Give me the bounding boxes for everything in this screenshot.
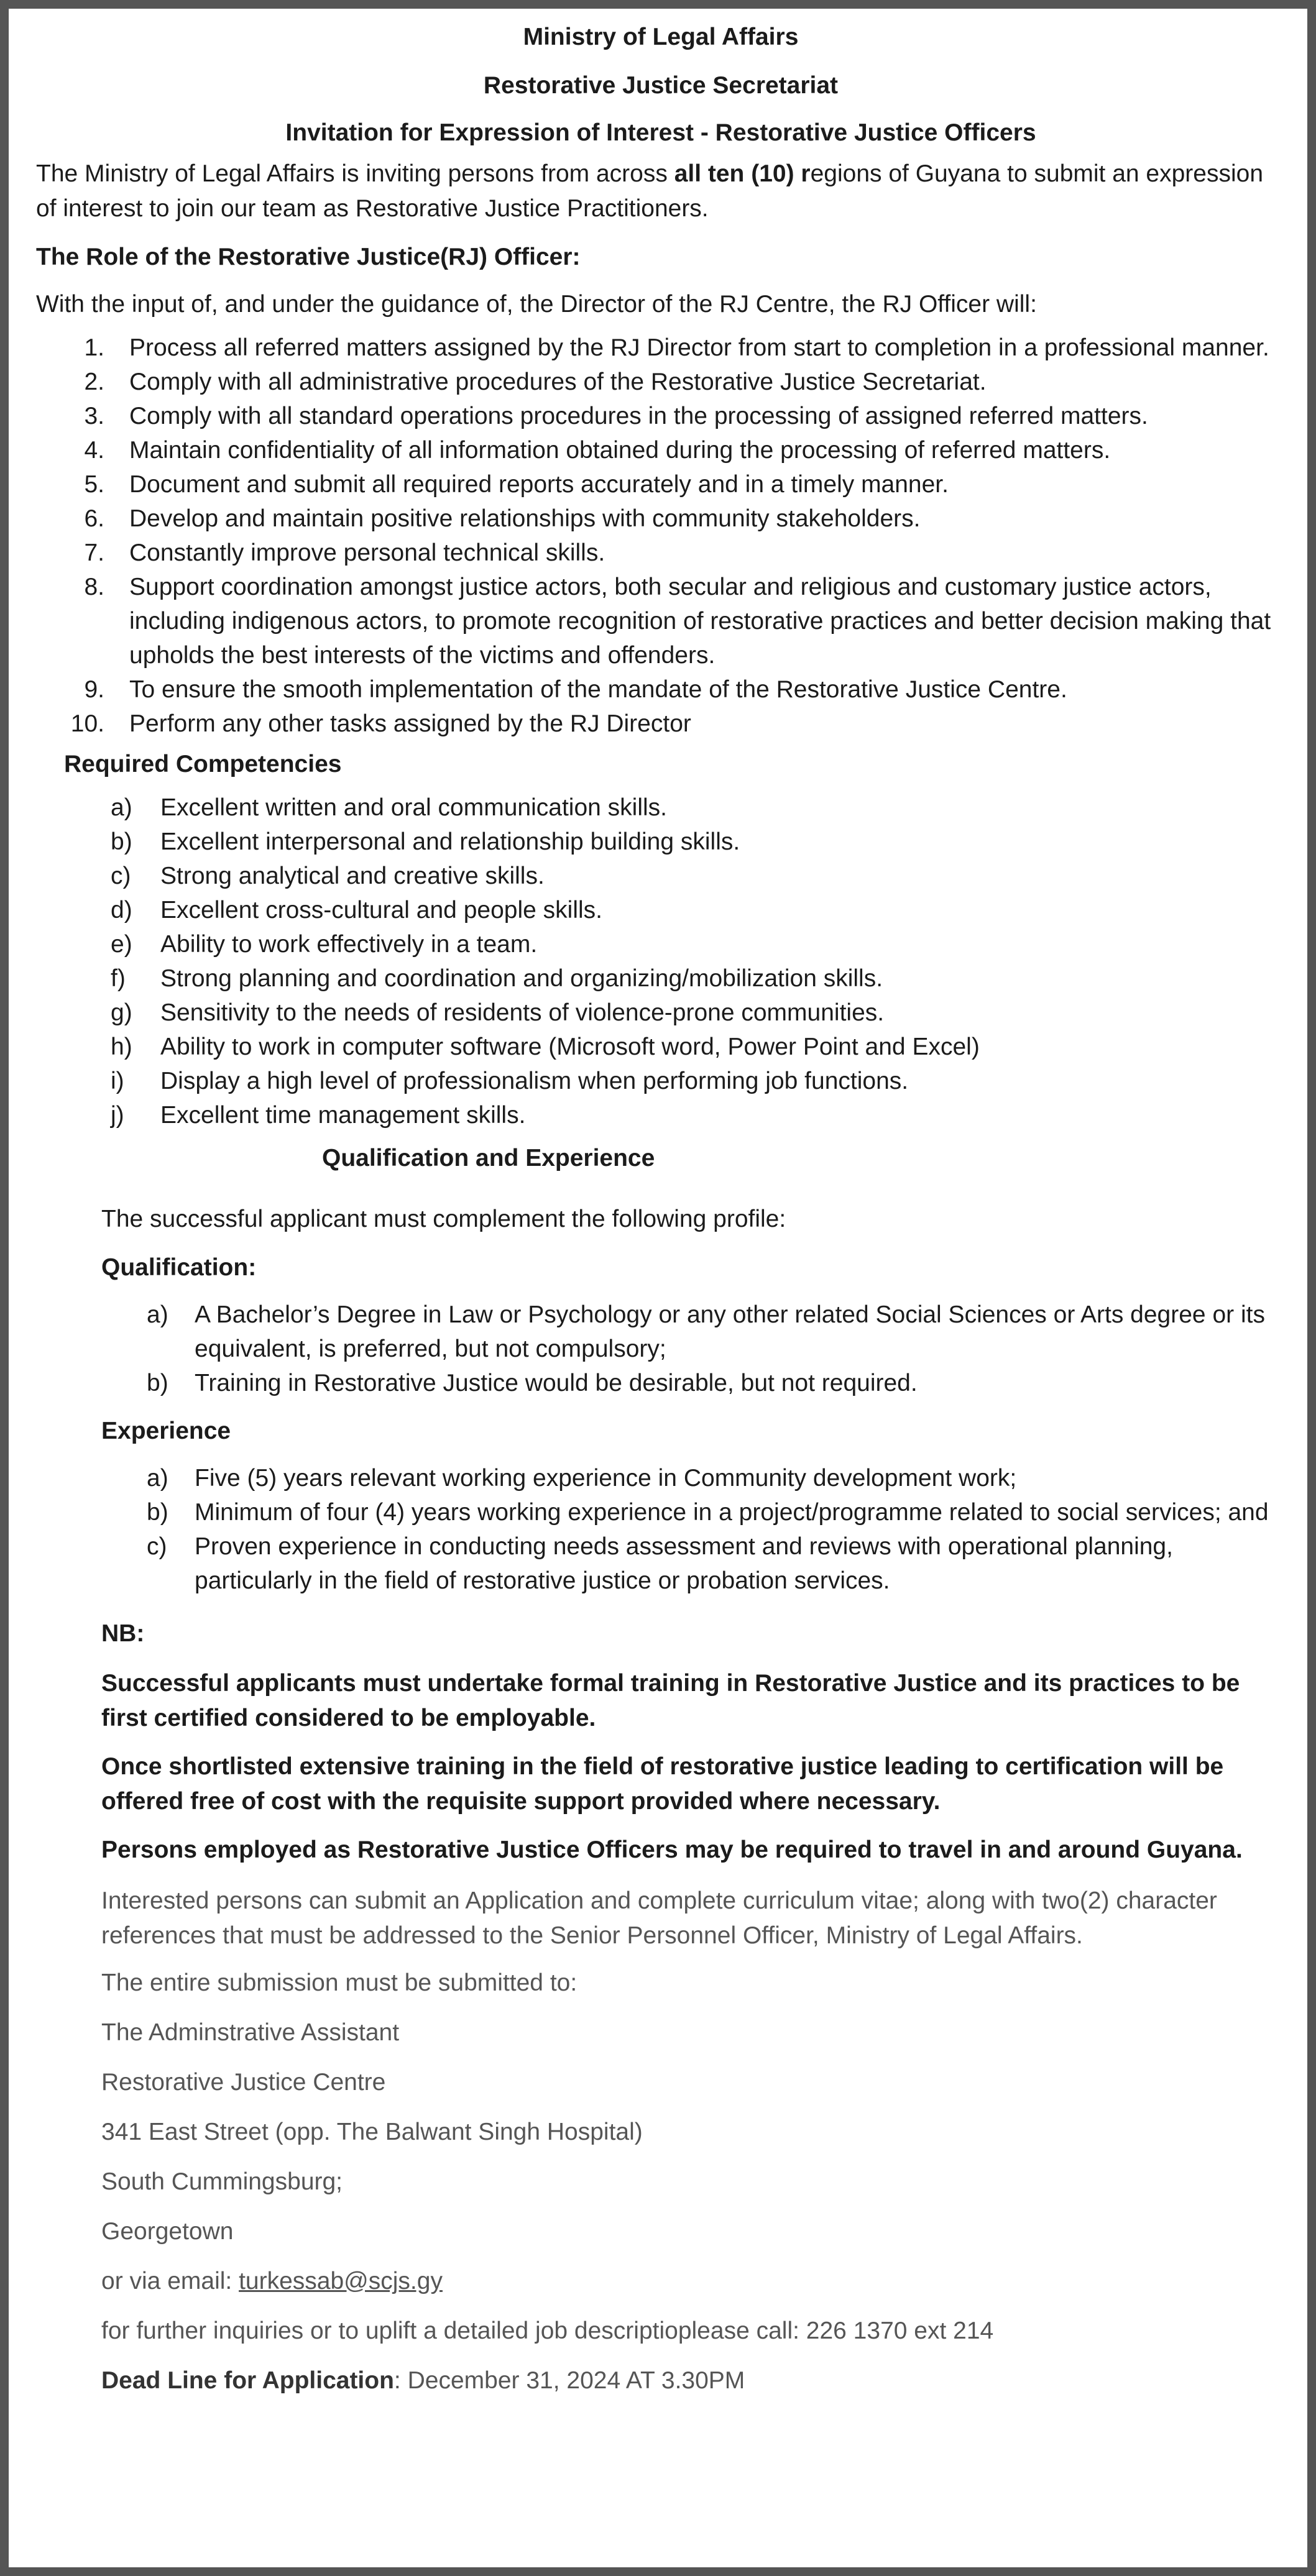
list-marker: c) <box>147 1533 167 1560</box>
role-item-text: Maintain confidentiality of all information obtained during the processing of referred matters. <box>129 437 1111 464</box>
role-item-text: Perform any other tasks assigned by the RJ Director <box>129 710 691 737</box>
list-marker: 8. <box>84 574 104 600</box>
competency-text: Excellent written and oral communication skills. <box>160 794 668 821</box>
nb-paragraph: Successful applicants must undertake formal training in Restorative Justice and its practices to be first certified considered to be employable. <box>101 1670 1240 1731</box>
header <box>36 20 1286 150</box>
competency-text: Ability to work effectively in a team. <box>160 931 538 958</box>
list-marker: 9. <box>84 676 104 703</box>
competency-text: Display a high level of professionalism when performing job functions. <box>160 1068 909 1094</box>
role-item <box>36 536 1286 570</box>
invitation-title: Invitation for Expression of Interest - Restorative Justice Officers <box>285 119 1036 146</box>
competency-text: Ability to work in computer software (Microsoft word, Power Point and Excel) <box>160 1034 980 1060</box>
qualification-text: A Bachelor’s Degree in Law or Psychology or any other related Social Sciences or Arts degree or its equivalent, is preferred, but not compulsory; <box>195 1301 1265 1362</box>
role-heading: The Role of the Restorative Justice(RJ) Officer: <box>36 244 581 270</box>
experience-text: Proven experience in conducting needs assessment and reviews with operational planning, particularly in the field of restorative justice or probation services. <box>195 1533 1173 1594</box>
role-item <box>36 365 1286 399</box>
nb-paragraph: Persons employed as Restorative Justice Officers may be required to travel in and around Guyana. <box>101 1836 1243 1863</box>
address-line: Restorative Justice Centre <box>101 2069 386 2096</box>
role-item <box>36 331 1286 365</box>
role-item-text: Constantly improve personal technical skills. <box>129 539 605 566</box>
deadline-value: : December 31, 2024 AT 3.30PM <box>393 2367 745 2394</box>
role-list <box>36 331 1286 741</box>
address-block <box>36 2015 1286 2249</box>
role-lead: With the input of, and under the guidance of, the Director of the RJ Centre, the RJ Officer will: <box>36 291 1037 318</box>
competency-text: Excellent cross-cultural and people skills. <box>160 897 602 924</box>
role-item-text: Process all referred matters assigned by the RJ Director from start to completion in a professional manner. <box>129 334 1269 361</box>
qualification-list <box>36 1298 1286 1400</box>
role-item <box>36 570 1286 672</box>
competency-item <box>36 859 1286 893</box>
list-marker: g) <box>111 999 132 1026</box>
list-marker: 10. <box>70 710 104 737</box>
competency-item <box>36 1030 1286 1064</box>
address-line: Georgetown <box>101 2218 234 2245</box>
ministry-title: Ministry of Legal Affairs <box>523 24 799 50</box>
intro-text-end: egions of Guyana to submit an expression of interest to join our team as Restorative Justice Practitioners. <box>36 160 1264 222</box>
competency-item <box>36 1064 1286 1098</box>
qualification-item <box>36 1298 1286 1366</box>
experience-heading: Experience <box>101 1418 231 1444</box>
qualification-heading: Qualification: <box>101 1254 257 1281</box>
role-item <box>36 707 1286 741</box>
competency-text: Strong analytical and creative skills. <box>160 863 545 889</box>
role-item-text: Document and submit all required reports accurately and in a timely manner. <box>129 471 949 498</box>
experience-text: Five (5) years relevant working experience in Community development work; <box>195 1465 1017 1492</box>
list-marker: 4. <box>84 437 104 464</box>
deadline-label: Dead Line for Application <box>101 2367 394 2394</box>
list-marker: f) <box>111 965 126 992</box>
qualification-experience-heading: Qualification and Experience <box>322 1145 655 1171</box>
competency-text: Strong planning and coordination and organizing/mobilization skills. <box>160 965 883 992</box>
list-marker: a) <box>147 1301 168 1328</box>
email-prefix: or via email: <box>101 2268 239 2294</box>
list-marker: c) <box>111 863 131 889</box>
role-item <box>36 672 1286 707</box>
list-marker: a) <box>147 1465 168 1492</box>
experience-list <box>36 1461 1286 1598</box>
nb-heading: NB: <box>101 1620 145 1647</box>
role-item <box>36 502 1286 536</box>
profile-text: The successful applicant must complement the following profile: <box>101 1206 786 1232</box>
inquiries-text: for further inquiries or to uplift a detailed job descriptioplease call: 226 1370 ext 214 <box>101 2317 994 2344</box>
competency-item <box>36 996 1286 1030</box>
list-marker: 2. <box>84 369 104 395</box>
role-item-text: Develop and maintain positive relationships with community stakeholders. <box>129 505 921 532</box>
competencies-heading: Required Competencies <box>64 751 342 777</box>
list-marker: j) <box>111 1102 124 1129</box>
experience-item <box>36 1461 1286 1495</box>
list-marker: b) <box>111 828 132 855</box>
address-line: 341 East Street (opp. The Balwant Singh Hospital) <box>101 2119 643 2145</box>
list-marker: b) <box>147 1499 168 1526</box>
nb-paragraph: Once shortlisted extensive training in the field of restorative justice leading to certification will be offered free of cost with the requisite support provided where necessary. <box>101 1753 1224 1815</box>
document <box>36 21 1286 2398</box>
list-marker: h) <box>111 1034 132 1060</box>
role-item <box>36 433 1286 467</box>
experience-text: Minimum of four (4) years working experience in a project/programme related to social services; and <box>195 1499 1269 1526</box>
list-marker: a) <box>111 794 132 821</box>
competency-item <box>36 893 1286 927</box>
experience-item <box>36 1495 1286 1529</box>
address-line: South Cummingsburg; <box>101 2168 343 2195</box>
list-marker: b) <box>147 1370 168 1396</box>
secretariat-title: Restorative Justice Secretariat <box>483 72 839 99</box>
list-marker: 5. <box>84 471 104 498</box>
list-marker: 1. <box>84 334 104 361</box>
deadline-line <box>36 2363 1286 2398</box>
competency-item <box>36 825 1286 859</box>
role-item-text: Comply with all standard operations procedures in the processing of assigned referred matters. <box>129 403 1148 429</box>
role-item <box>36 399 1286 433</box>
role-item <box>36 467 1286 502</box>
qualification-item <box>36 1366 1286 1400</box>
submission-instruction: The entire submission must be submitted to: <box>101 1969 577 1996</box>
submission-section <box>36 1884 1286 2398</box>
competency-text: Excellent interpersonal and relationship building skills. <box>160 828 740 855</box>
intro-paragraph <box>36 157 1286 226</box>
address-line: The Adminstrative Assistant <box>101 2019 400 2046</box>
competency-item <box>36 791 1286 825</box>
list-marker: 3. <box>84 403 104 429</box>
competency-item <box>36 927 1286 961</box>
competency-text: Excellent time management skills. <box>160 1102 526 1129</box>
list-marker: 6. <box>84 505 104 532</box>
competency-text: Sensitivity to the needs of residents of violence-prone communities. <box>160 999 885 1026</box>
list-marker: i) <box>111 1068 124 1094</box>
competency-item <box>36 1098 1286 1132</box>
list-marker: e) <box>111 931 132 958</box>
email-line <box>36 2264 1286 2299</box>
intro-text: The Ministry of Legal Affairs is inviting persons from across <box>36 160 674 187</box>
list-marker: 7. <box>84 539 104 566</box>
list-marker: d) <box>111 897 132 924</box>
role-item-text: Support coordination amongst justice actors, both secular and religious and customary justice actors, including indigenous actors, to promote recognition of restorative practices and better decision making that upholds the best interests of the victims and offenders. <box>129 574 1271 669</box>
submission-text: Interested persons can submit an Application and complete curriculum vitae; along with two(2) character references that must be addressed to the Senior Personnel Officer, Ministry of Legal Affairs. <box>101 1887 1217 1949</box>
email-link[interactable]: turkessab@scjs.gy <box>239 2268 443 2294</box>
intro-emphasis: all ten (10) r <box>674 160 811 187</box>
experience-item <box>36 1529 1286 1598</box>
role-item-text: To ensure the smooth implementation of the mandate of the Restorative Justice Centre. <box>129 676 1067 703</box>
role-item-text: Comply with all administrative procedures of the Restorative Justice Secretariat. <box>129 369 987 395</box>
competencies-list <box>36 791 1286 1132</box>
qualification-text: Training in Restorative Justice would be desirable, but not required. <box>195 1370 918 1396</box>
competency-item <box>36 961 1286 996</box>
